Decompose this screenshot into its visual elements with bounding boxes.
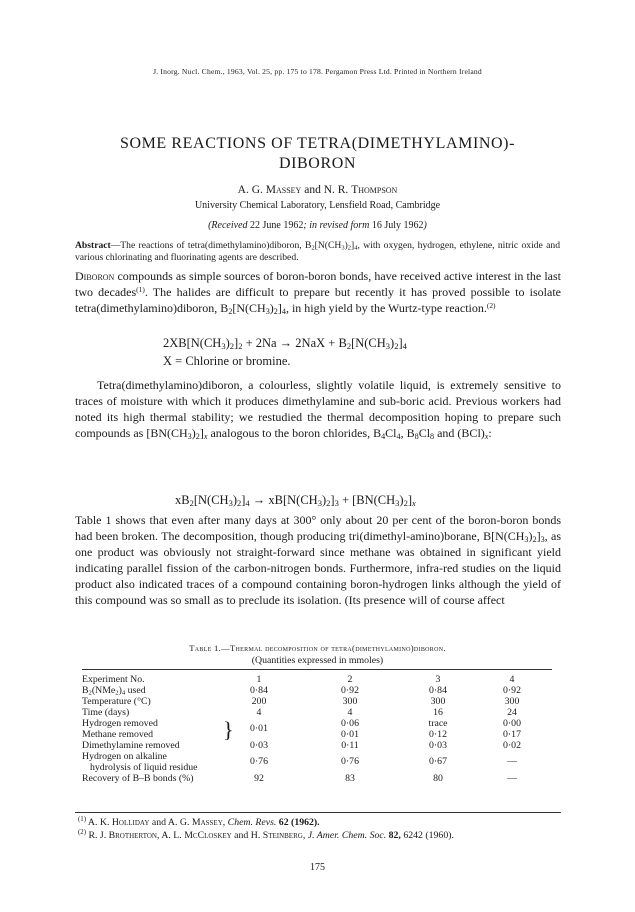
author-2-initials: N. R. (323, 184, 352, 196)
footnote-2: $^{(2)}$ R. J. Brotherton, A. L. McCloskey and H. Steinberg, J. Amer. Chem. Soc. 82, 6242 (1960). (78, 829, 454, 841)
data-table (82, 675, 552, 785)
title-line-1: SOME REACTIONS OF TETRA(DIMETHYLAMINO)- (119, 135, 516, 152)
paragraph-intro: Diboron compounds as simple sources of boron-boron bonds, have received active interest in the last two decades$^{(1)}$. The halides are difficult to prepare but recently it has proved possible to isolate tetra(dimethylamino)diboron, $B_2[N(CH_3)_2]_4$, in high yield by the Wurtz-type reaction.$^{(2)}$ (75, 269, 561, 317)
citation-ref-2: (2) (486, 301, 496, 311)
received-dates: (Received 22 June 1962; in revised form 16 July 1962) (208, 220, 427, 231)
abstract: Abstract—The reactions of tetra(dimethylamino)diboron, $B_2[N(CH_3)_2]_4$, with oxygen, hydrogen, ethylene, nitric oxide and various chlorinating and fluorinating agents are described. (75, 240, 560, 263)
author-2-surname: Thompson (351, 184, 398, 196)
table-row: Dimethylamine removed 0·03 0·11 0·03 0·02 (82, 740, 521, 751)
footnote-rule (75, 812, 561, 813)
author-1-initials: A. G. (237, 184, 266, 196)
table-row: Temperature (°C) 200 300 300 300 (82, 696, 520, 707)
article-title (60, 134, 575, 174)
table-subcaption: (Quantities expressed in mmoles) (251, 655, 384, 666)
equation-decomposition: $xB_2[N(CH_3)_2]_4 \to xB[N(CH_3)_2]_3 + [BN(CH_3)_2]_x$ (175, 493, 416, 509)
paragraph-thermal: Tetra(dimethylamino)diboron, a colourless, slightly volatile liquid, is extremely sensitive to traces of moisture with which it produces dimethylamine and sub-boric acid. Previous workers had noted its high thermal stability; we restudied the thermal decomposition hoping to prepare such compounds as $[BN(CH_3)_2]_x$ analogous to the boron chlorides, $B_4Cl_4$, $B_8Cl_8$ and $(BCl)_x$: (75, 378, 561, 442)
table-top-rule (82, 669, 552, 670)
table-row: Hydrogen on alkaline hydrolysis of liquid residue 0·76 0·76 0·67 — (82, 751, 517, 773)
footnote-1: $^{(1)}$ A. K. Holliday and A. G. Massey, Chem. Revs. 62 (1962). (78, 816, 320, 828)
citation-ref-1: (1) (136, 285, 145, 295)
paragraph-results: Table 1 shows that even after many days at 300° only about 20 per cent of the boron-boron bonds had been broken. The decomposition, though producing tri(dimethyl-amino)borane, $B[N(CH_3)_2]_3$, as one product was obviously not straight-forward since methane was obtained in significant yield indicating parallel fission of the carbon-nitrogen bonds. Furthermore, infra-red studies on the liquid product also indicated traces of a compound containing boron-hydrogen links although the yield of this compound was so small as to preclude its isolation. (Its presence will of course affect (75, 513, 561, 608)
merge-bracket: } (223, 717, 234, 742)
table-row: Experiment No. 1 2 3 4 (82, 674, 515, 685)
equation-wurtz: $2XB[N(CH_3)_2]_2 + 2Na \to 2NaX + B_2[N(CH_3)_2]_4$ (163, 336, 407, 352)
abstract-label: Abstract (75, 240, 111, 251)
page-number: 175 (310, 862, 325, 873)
table-row: Recovery of B–B bonds (%) 92 83 80 — (82, 773, 517, 784)
table-row: Time (days) 4 4 16 24 (82, 707, 517, 718)
affiliation: University Chemical Laboratory, Lensfield Road, Cambridge (194, 200, 441, 211)
equation-condition: X = Chlorine or bromine. (163, 354, 291, 368)
author-1-surname: Massey (265, 184, 302, 196)
author-list (0, 184, 635, 196)
journal-citation-header: J. Inorg. Nucl. Chem., 1963, Vol. 25, pp. 175 to 178. Pergamon Press Ltd. Printed in Northern Ireland (153, 67, 482, 76)
table-row: $B_2(NMe_2)_4$ used 0·84 0·92 0·84 0·92 (82, 685, 521, 697)
title-line-2: DIBORON (278, 155, 357, 172)
table-caption: Table 1.—Thermal decomposition of tetra(dimethylamino)diboron. (189, 643, 446, 653)
table-row-group: Hydrogen removed Methane removed } 0·01 0·06 trace 0·00 0·01 0·12 0·17 (82, 717, 521, 742)
author-conjunction: and (301, 184, 324, 196)
